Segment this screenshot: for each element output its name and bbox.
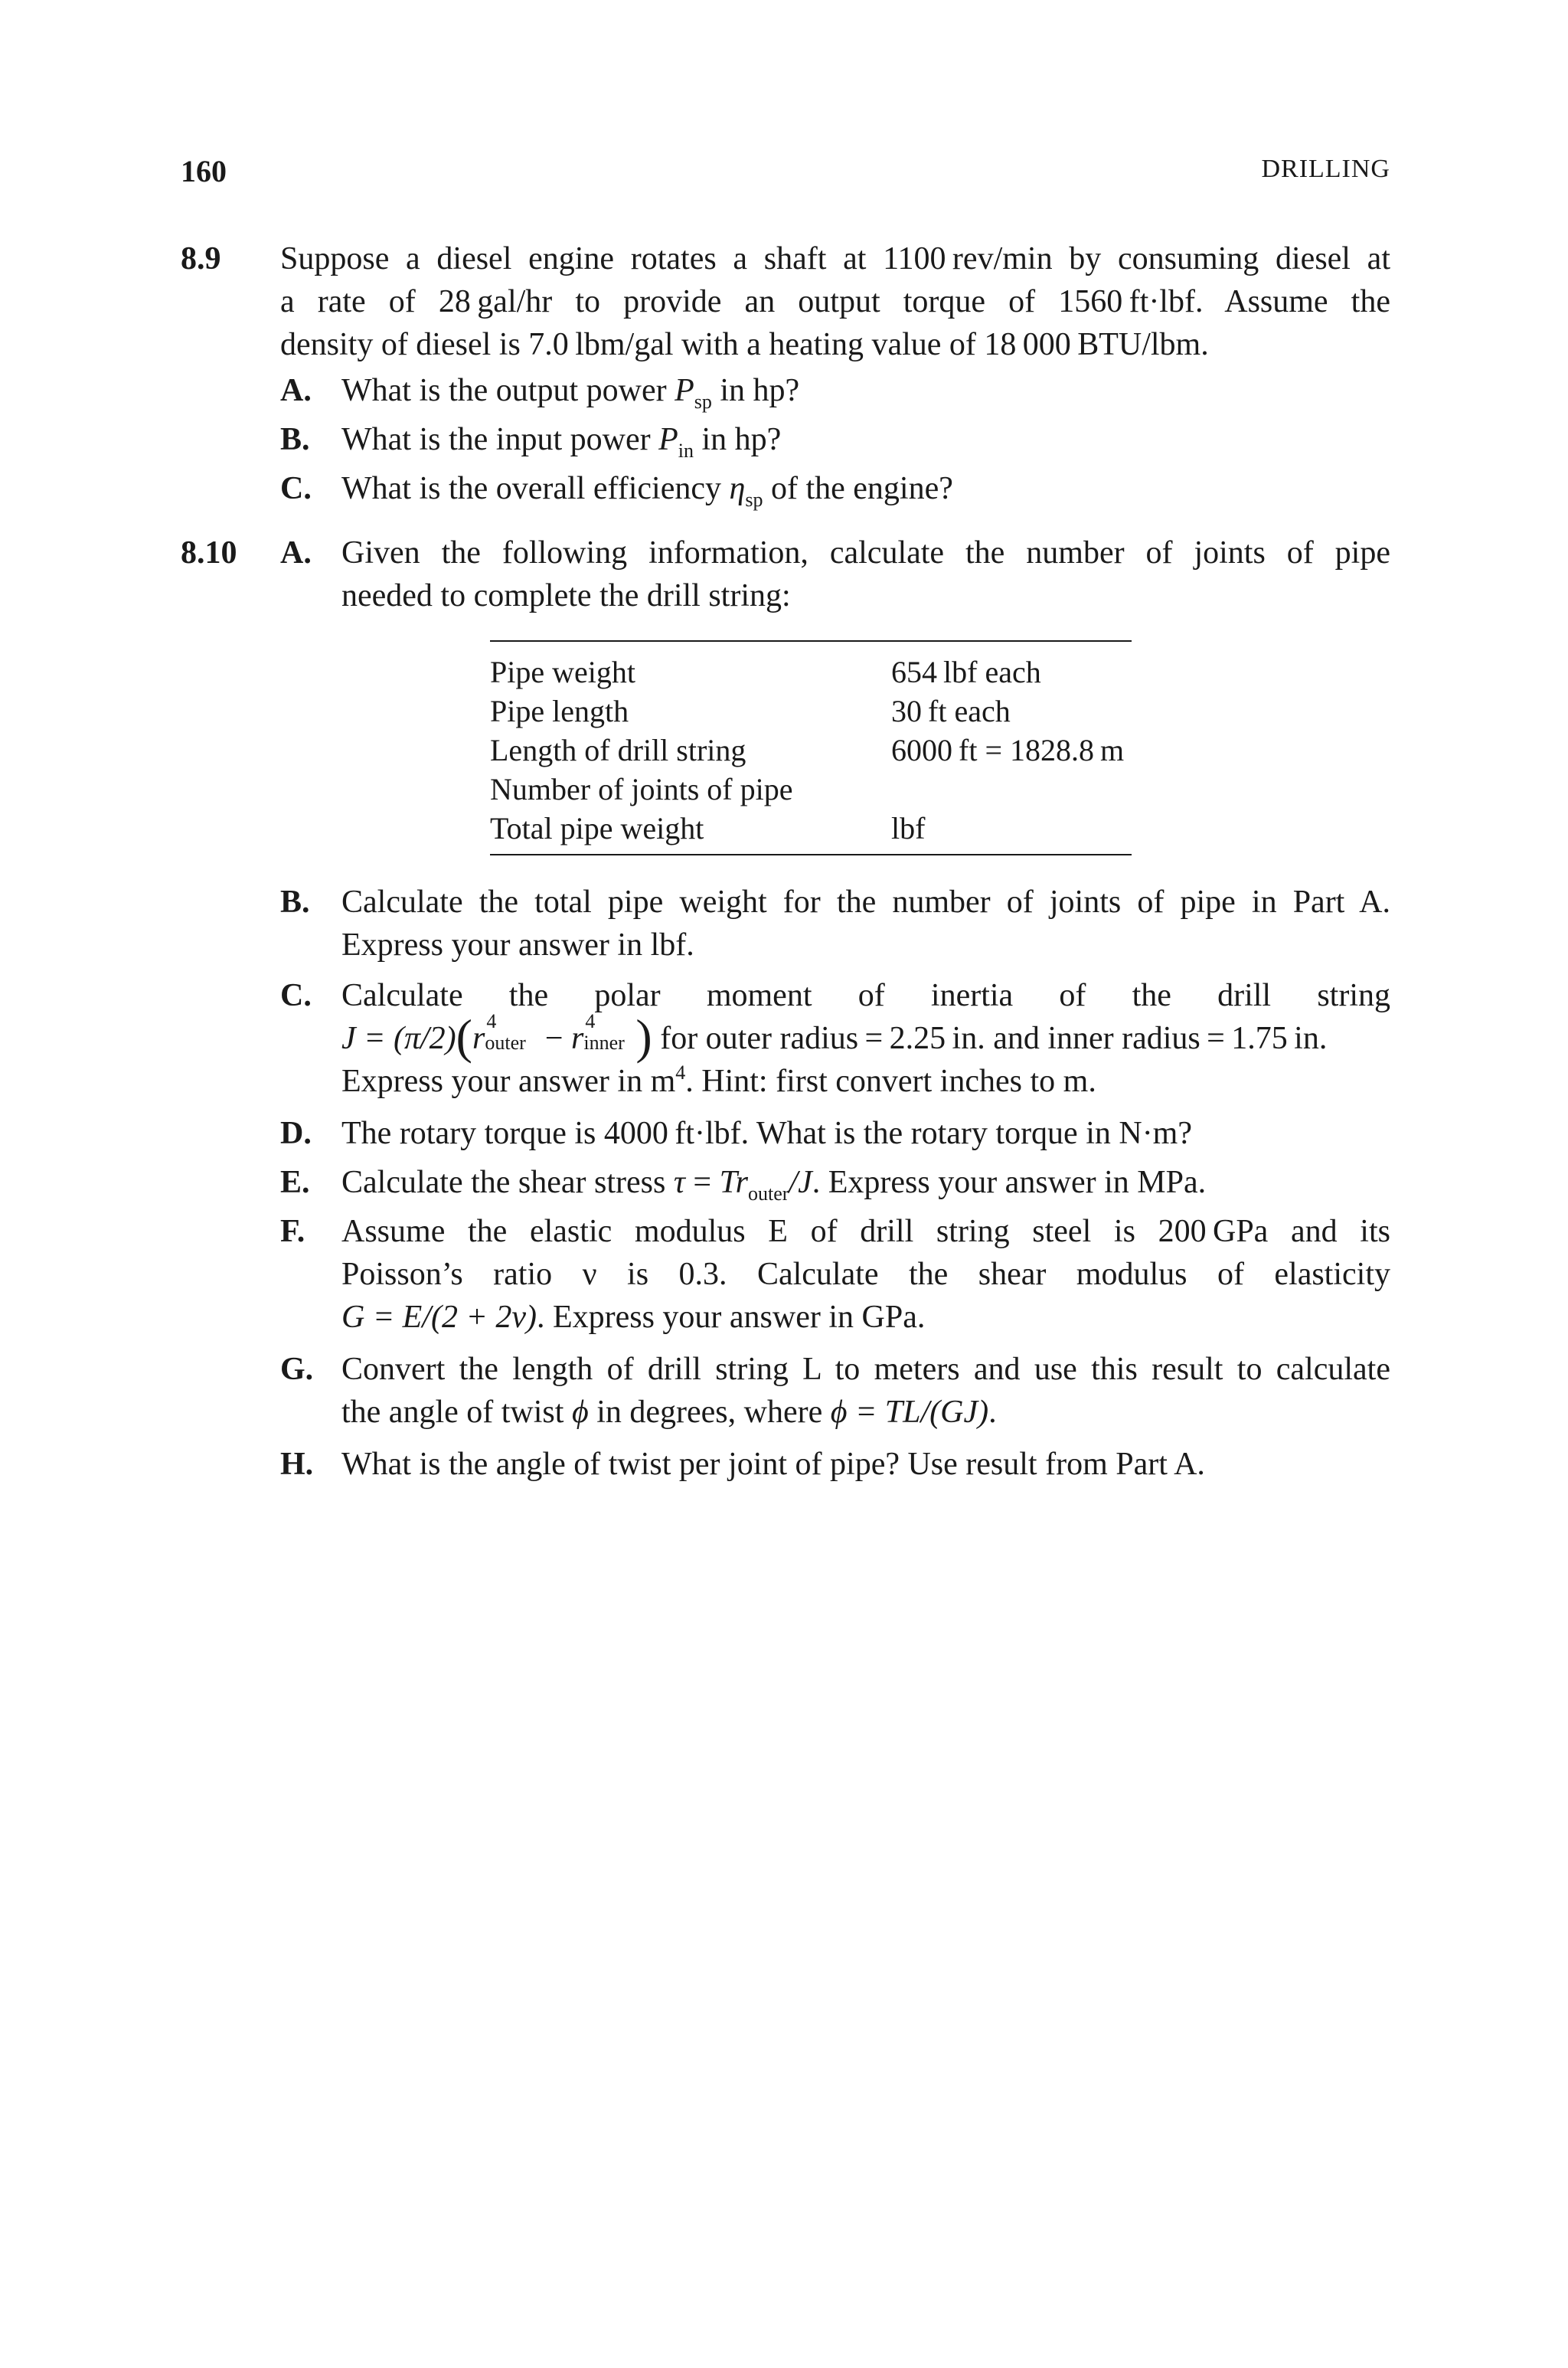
text: What is the output power — [341, 373, 675, 408]
statement-line: Suppose a diesel engine rotates a shaft at 1100 rev/min by consuming diesel at — [280, 241, 1390, 276]
text-line: Given the following information, calculate the number of joints of pipe — [341, 535, 1390, 571]
r-outer-exponent — [485, 1010, 537, 1054]
exponent: 4 — [585, 1010, 596, 1032]
text: . — [988, 1395, 997, 1430]
superscript: 4 — [675, 1061, 686, 1084]
torque-var: T — [719, 1165, 736, 1200]
part-label: G. — [280, 1352, 314, 1387]
formula-line — [341, 1009, 1390, 1064]
row-label: Number of joints of pipe — [490, 772, 793, 806]
part-text: What is the angle of twist per joint of pipe? Use result from Part A. — [341, 1447, 1205, 1482]
row-label: Total pipe weight — [490, 811, 704, 845]
part-label: F. — [280, 1214, 305, 1249]
part-label: E. — [280, 1165, 310, 1200]
part-text: The rotary torque is 4000 ft·lbf. What is the rotary torque in N·m? — [341, 1116, 1192, 1151]
part-text — [341, 1348, 1390, 1434]
variable: P — [675, 373, 694, 408]
part-label: A. — [280, 535, 312, 571]
part-text — [341, 974, 1390, 1103]
table-row — [490, 770, 1132, 809]
tau-var: τ — [673, 1165, 685, 1200]
r-inner-exponent — [583, 1010, 635, 1054]
exponent: 4 — [486, 1010, 497, 1032]
part-label: C. — [280, 978, 312, 1013]
drill-string-table — [490, 640, 1132, 855]
row-value: lbf — [891, 811, 926, 845]
part-text — [341, 531, 1390, 617]
row-label: Pipe weight — [490, 655, 635, 689]
part-text — [341, 881, 1390, 966]
minus: − — [537, 1021, 572, 1056]
subscript: outer — [747, 1182, 789, 1205]
problem-statement — [280, 237, 1390, 366]
formula: G = E/(2 + 2ν) — [341, 1300, 537, 1335]
subscript: outer — [485, 1032, 526, 1054]
variable: P — [658, 422, 678, 457]
text-line: needed to complete the drill string: — [341, 578, 791, 613]
text: Calculate the shear stress — [341, 1165, 674, 1200]
text-line: Assume the elastic modulus E of drill string steel is 200 GPa and its — [341, 1214, 1390, 1249]
text: for outer radius = 2.25 in. and inner radius = 1.75 in. — [652, 1021, 1328, 1056]
text-line — [341, 1296, 1390, 1339]
formula: ϕ = TL/(GJ) — [830, 1395, 989, 1430]
part-label: C. — [280, 471, 312, 506]
text-line: Poisson’s ratio ν is 0.3. Calculate the shear modulus of elasticity — [341, 1257, 1390, 1292]
problem-number: 8.10 — [181, 535, 237, 571]
phi-var: ϕ — [571, 1395, 589, 1430]
part-text — [341, 1210, 1390, 1339]
page-number: 160 — [181, 154, 227, 188]
text: What is the input power — [341, 422, 659, 457]
text: Express your answer in m — [341, 1064, 676, 1099]
text-line: Calculate the polar moment of inertia of the drill string — [341, 978, 1390, 1013]
problem-number: 8.9 — [181, 241, 221, 276]
text: . Express your answer in MPa. — [812, 1165, 1207, 1200]
table-row — [490, 653, 1132, 692]
row-value: 30 ft each — [891, 694, 1011, 728]
statement-line: density of diesel is 7.0 lbm/gal with a heating value of 18 000 BTU/lbm. — [280, 327, 1209, 362]
text: . Express your answer in GPa. — [536, 1300, 926, 1335]
text-line: Convert the length of drill string L to meters and use this result to calculate — [341, 1352, 1390, 1387]
formula-prefix: J = (π/2) — [341, 1021, 456, 1056]
table-row — [490, 731, 1132, 770]
text: the angle of twist — [341, 1395, 572, 1430]
text: What is the overall efficiency — [341, 471, 730, 506]
table-row — [490, 692, 1132, 731]
part-label: H. — [280, 1447, 314, 1482]
subscript: sp — [694, 391, 712, 413]
part-text — [341, 418, 1390, 461]
text-line — [341, 1391, 1390, 1434]
part-text — [341, 369, 1390, 412]
table-row — [490, 809, 1132, 848]
running-head: DRILLING — [1261, 155, 1390, 183]
row-value: 654 lbf each — [891, 655, 1041, 689]
row-label: Pipe length — [490, 694, 629, 728]
r-var: r — [472, 1021, 485, 1056]
row-value — [891, 770, 1132, 809]
row-value: 6000 ft = 1828.8 m — [891, 733, 1125, 767]
text: in degrees, where — [588, 1395, 831, 1430]
text: in hp? — [711, 373, 800, 408]
r-var: r — [571, 1021, 584, 1056]
open-paren: ( — [456, 1009, 472, 1064]
table-bottom-rule — [490, 854, 1132, 855]
variable: η — [729, 471, 746, 506]
text-line — [341, 1060, 1390, 1103]
part-label: D. — [280, 1116, 312, 1151]
text: of the engine? — [763, 471, 953, 506]
page-header — [181, 153, 1390, 191]
part-text — [341, 1161, 1390, 1204]
subscript: sp — [745, 489, 763, 511]
row-label: Length of drill string — [490, 733, 746, 767]
part-label: A. — [280, 373, 312, 408]
equals: = — [684, 1165, 720, 1200]
text: in hp? — [693, 422, 782, 457]
part-text — [341, 467, 1390, 510]
text-line: Express your answer in lbf. — [341, 927, 694, 963]
statement-line: a rate of 28 gal/hr to provide an output torque of 1560 ft·lbf. Assume the — [280, 284, 1390, 319]
part-label: B. — [280, 422, 310, 457]
subscript: inner — [583, 1032, 625, 1054]
text: . Hint: first convert inches to m. — [685, 1064, 1096, 1099]
part-label: B. — [280, 885, 310, 920]
close-paren: ) — [635, 1009, 652, 1064]
r-var: r — [735, 1165, 748, 1200]
j-var: /J — [789, 1165, 812, 1200]
text-line: Calculate the total pipe weight for the number of joints of pipe in Part A. — [341, 885, 1390, 920]
subscript: in — [678, 440, 694, 462]
